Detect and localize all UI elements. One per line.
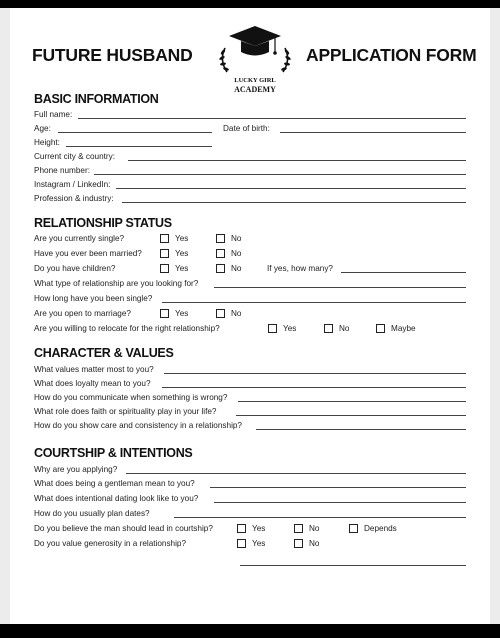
label-age: Age: — [34, 124, 51, 133]
label-city: Current city & country: — [34, 152, 115, 161]
label-care: How do you show care and consistency in a relationship? — [34, 421, 242, 430]
field-gentleman — [34, 479, 466, 491]
option-relocate-no[interactable]: No — [324, 324, 349, 333]
option-single-no[interactable]: No — [216, 234, 241, 243]
label-open-marriage: Are you open to marriage? — [34, 309, 131, 318]
checkbox[interactable] — [216, 264, 225, 273]
field-phone — [34, 166, 466, 178]
input-age[interactable] — [58, 124, 212, 133]
input-dob[interactable] — [280, 124, 466, 133]
checkbox[interactable] — [237, 539, 246, 548]
input-height[interactable] — [66, 138, 212, 147]
option-open-no[interactable]: No — [216, 309, 241, 318]
field-loyalty — [34, 379, 466, 391]
label-phone: Phone number: — [34, 166, 90, 175]
option-children-no[interactable]: No — [216, 264, 241, 273]
field-city — [34, 152, 466, 164]
field-age-dob — [34, 124, 466, 136]
field-extra-line — [34, 557, 466, 569]
field-lead — [34, 524, 466, 536]
field-profession — [34, 194, 466, 206]
field-open-marriage — [34, 309, 466, 321]
label-married: Have you ever been married? — [34, 249, 142, 258]
field-why — [34, 465, 466, 477]
field-children — [34, 264, 466, 276]
label-plan-dates: How do you usually plan dates? — [34, 509, 150, 518]
option-lead-no[interactable]: No — [294, 524, 319, 533]
label-why: Why are you applying? — [34, 465, 118, 474]
field-intentional — [34, 494, 466, 506]
field-plan-dates — [34, 509, 466, 521]
input-phone[interactable] — [94, 166, 466, 175]
checkbox[interactable] — [160, 249, 169, 258]
label-values: What values matter most to you? — [34, 365, 154, 374]
checkbox[interactable] — [237, 524, 246, 533]
option-married-yes[interactable]: Yes — [160, 249, 188, 258]
label-height: Height: — [34, 138, 60, 147]
label-gentleman: What does being a gentleman mean to you? — [34, 479, 195, 488]
section-title-character: CHARACTER & VALUES — [34, 346, 174, 360]
section-title-basic: BASIC INFORMATION — [34, 92, 159, 106]
checkbox[interactable] — [294, 539, 303, 548]
section-title-relationship: RELATIONSHIP STATUS — [34, 216, 172, 230]
field-full-name — [34, 110, 466, 122]
checkbox[interactable] — [268, 324, 277, 333]
label-faith: What role does faith or spirituality play in your life? — [34, 407, 217, 416]
field-married — [34, 249, 466, 261]
label-social: Instagram / LinkedIn: — [34, 180, 111, 189]
checkbox[interactable] — [376, 324, 385, 333]
field-care — [34, 421, 466, 433]
label-lead: Do you believe the man should lead in courtship? — [34, 524, 213, 533]
input-city[interactable] — [128, 152, 466, 161]
logo-text-line2: ACADEMY — [234, 85, 276, 94]
label-single-since: How long have you been single? — [34, 294, 153, 303]
field-faith — [34, 407, 466, 419]
title-right: APPLICATION FORM — [306, 45, 477, 65]
option-open-yes[interactable]: Yes — [160, 309, 188, 318]
option-lead-yes[interactable]: Yes — [237, 524, 265, 533]
field-social — [34, 180, 466, 192]
input-why[interactable] — [126, 465, 466, 474]
field-values — [34, 365, 466, 377]
field-communicate — [34, 393, 466, 405]
option-relocate-yes[interactable]: Yes — [268, 324, 296, 333]
checkbox[interactable] — [216, 249, 225, 258]
input-single-since[interactable] — [162, 294, 466, 303]
checkbox[interactable] — [324, 324, 333, 333]
input-communicate[interactable] — [238, 393, 466, 402]
section-title-courtship: COURTSHIP & INTENTIONS — [34, 446, 193, 460]
input-extra-line[interactable] — [240, 557, 466, 566]
input-full-name[interactable] — [78, 110, 466, 119]
label-children: Do you have children? — [34, 264, 116, 273]
input-profession[interactable] — [122, 194, 466, 203]
graduation-cap-icon — [215, 26, 295, 76]
label-dob: Date of birth: — [223, 124, 270, 133]
input-values[interactable] — [164, 365, 466, 374]
field-single-since — [34, 294, 466, 306]
input-social[interactable] — [116, 180, 466, 189]
checkbox[interactable] — [160, 264, 169, 273]
label-single: Are you currently single? — [34, 234, 125, 243]
field-relocate — [34, 324, 466, 336]
title-left: FUTURE HUSBAND — [32, 45, 193, 65]
logo-text-line1: LUCKY GIRL — [234, 77, 276, 84]
input-care[interactable] — [256, 421, 466, 430]
input-intentional[interactable] — [214, 494, 466, 503]
option-generosity-yes[interactable]: Yes — [237, 539, 265, 548]
label-how-many: If yes, how many? — [267, 264, 333, 273]
label-communicate: How do you communicate when something is wrong? — [34, 393, 228, 402]
bottom-border — [0, 624, 500, 638]
academy-logo — [215, 26, 295, 98]
label-profession: Profession & industry: — [34, 194, 114, 203]
field-type — [34, 279, 466, 291]
label-loyalty: What does loyalty mean to you? — [34, 379, 151, 388]
checkbox[interactable] — [294, 524, 303, 533]
input-plan-dates[interactable] — [174, 509, 466, 518]
input-gentleman[interactable] — [210, 479, 466, 488]
field-single — [34, 234, 466, 246]
field-generosity — [34, 539, 466, 551]
top-border — [0, 0, 500, 8]
option-generosity-no[interactable]: No — [294, 539, 319, 548]
option-relocate-maybe[interactable]: Maybe — [376, 324, 416, 333]
option-single-yes[interactable]: Yes — [160, 234, 188, 243]
input-faith[interactable] — [236, 407, 466, 416]
label-type: What type of relationship are you looking for? — [34, 279, 199, 288]
field-height — [34, 138, 466, 150]
checkbox[interactable] — [216, 309, 225, 318]
checkbox[interactable] — [216, 234, 225, 243]
label-generosity: Do you value generosity in a relationship? — [34, 539, 187, 548]
option-married-no[interactable]: No — [216, 249, 241, 258]
input-loyalty[interactable] — [162, 379, 466, 388]
form-page — [10, 8, 490, 624]
option-children-yes[interactable]: Yes — [160, 264, 188, 273]
option-lead-depends[interactable]: Depends — [349, 524, 397, 533]
label-intentional: What does intentional dating look like to you? — [34, 494, 199, 503]
label-full-name: Full name: — [34, 110, 73, 119]
checkbox[interactable] — [349, 524, 358, 533]
checkbox[interactable] — [160, 234, 169, 243]
label-relocate: Are you willing to relocate for the right relationship? — [34, 324, 220, 333]
checkbox[interactable] — [160, 309, 169, 318]
input-type[interactable] — [214, 279, 466, 288]
input-how-many[interactable] — [341, 264, 466, 273]
